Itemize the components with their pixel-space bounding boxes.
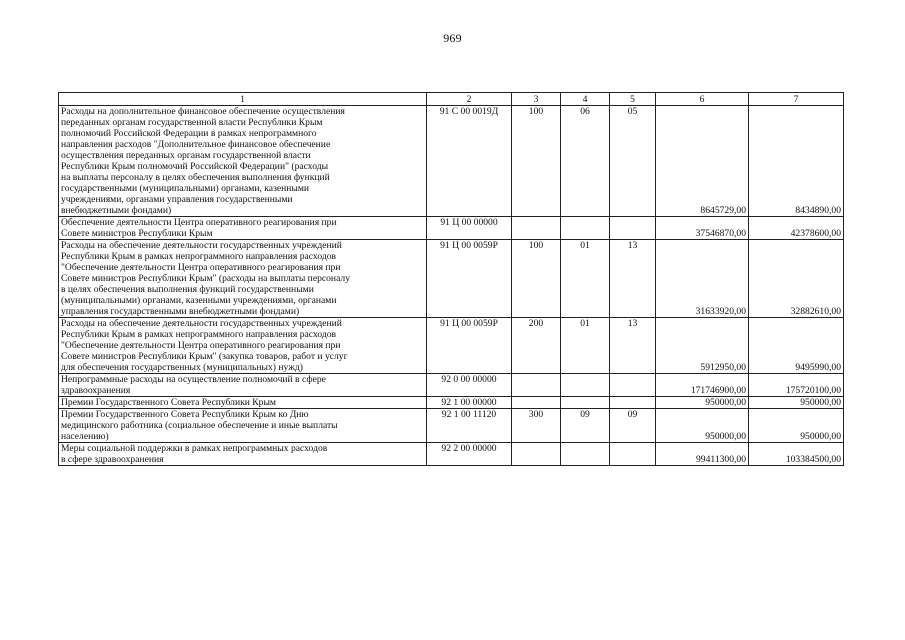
section-code [561,217,610,240]
column-header: 4 [561,93,610,106]
table-row [59,106,844,217]
expense-type-code: 100 [512,106,561,217]
subsection-code: 05 [610,106,656,217]
section-code [561,443,610,466]
table-row [59,409,844,443]
section-code: 01 [561,240,610,318]
expense-name: Расходы на обеспечение деятельности государственных учреждений Республики Крым в рамках непрограммного направления расходов "Обеспечение деятельности Центра оперативного реагирования при Совете министров Республики Крым" (закупка товаров, работ и услуг для обеспечения государственных (муниципальных) нужд) [59,318,427,374]
column-header: 2 [427,93,512,106]
column-header: 5 [610,93,656,106]
column-header: 1 [59,93,427,106]
expense-name: Расходы на дополнительное финансовое обеспечение осуществления переданных органам государственной власти Республики Крым полномочий Российской Федерации в рамках непрограммного направления расходов "Дополнительное финансовое обеспечение осуществления переданных органам государственной власти Республики Крым полномочий Российской Федерации" (расходы на выплаты персоналу в целях обеспечения выполнения функций государственными (муниципальными) органами, казенными учреждениями, органами управления государственными внебюджетными фондами) [59,106,427,217]
subsection-code: 13 [610,240,656,318]
expense-type-code [512,374,561,397]
amount-year-2: 8434890,00 [749,106,844,217]
column-number-row [59,93,844,106]
section-code [561,374,610,397]
amount-year-1: 8645729,00 [656,106,749,217]
expense-type-code: 300 [512,409,561,443]
amount-year-2: 103384500,00 [749,443,844,466]
target-article-code: 92 0 00 00000 [427,374,512,397]
column-header: 7 [749,93,844,106]
expense-name: Расходы на обеспечение деятельности государственных учреждений Республики Крым в рамках непрограммного направления расходов "Обеспечение деятельности Центра оперативного реагирования при Совете министров Республики Крым" (расходы на выплаты персоналу в целях обеспечения выполнения функций государственными (муниципальными) органами, казенными учреждениями, органами управления государственными внебюджетными фондами) [59,240,427,318]
column-header: 3 [512,93,561,106]
target-article-code: 91 Ц 00 00000 [427,217,512,240]
subsection-code: 09 [610,409,656,443]
amount-year-2: 950000,00 [749,397,844,409]
target-article-code: 92 2 00 00000 [427,443,512,466]
amount-year-1: 37546870,00 [656,217,749,240]
amount-year-2: 32882610,00 [749,240,844,318]
subsection-code [610,374,656,397]
expense-name: Премии Государственного Совета Республики Крым [59,397,427,409]
section-code [561,397,610,409]
budget-table [58,92,844,466]
page-number: 969 [443,31,462,45]
amount-year-2: 9495990,00 [749,318,844,374]
expense-type-code: 100 [512,240,561,318]
column-header: 6 [656,93,749,106]
expense-type-code [512,397,561,409]
amount-year-2: 950000,00 [749,409,844,443]
expense-type-code [512,217,561,240]
amount-year-1: 171746900,00 [656,374,749,397]
section-code: 06 [561,106,610,217]
target-article-code: 91 Ц 00 0059Р [427,318,512,374]
expense-name: Непрограммные расходы на осуществление полномочий в сфере здравоохранения [59,374,427,397]
amount-year-1: 950000,00 [656,397,749,409]
section-code: 09 [561,409,610,443]
subsection-code: 13 [610,318,656,374]
amount-year-1: 5912950,00 [656,318,749,374]
subsection-code [610,217,656,240]
section-code: 01 [561,318,610,374]
amount-year-1: 99411300,00 [656,443,749,466]
amount-year-2: 175720100,00 [749,374,844,397]
expense-type-code: 200 [512,318,561,374]
table-row [59,217,844,240]
table-row [59,240,844,318]
table-row [59,397,844,409]
expense-name: Обеспечение деятельности Центра оперативного реагирования при Совете министров Республики Крым [59,217,427,240]
expense-type-code [512,443,561,466]
amount-year-1: 950000,00 [656,409,749,443]
table-row [59,443,844,466]
amount-year-2: 42378600,00 [749,217,844,240]
table-row [59,374,844,397]
subsection-code [610,443,656,466]
table-row [59,318,844,374]
target-article-code: 92 1 00 00000 [427,397,512,409]
subsection-code [610,397,656,409]
expense-name: Премии Государственного Совета Республики Крым ко Дню медицинского работника (социальное обеспечение и иные выплаты населению) [59,409,427,443]
target-article-code: 92 1 00 11120 [427,409,512,443]
expense-name: Меры социальной поддержки в рамках непрограммных расходов в сфере здравоохранения [59,443,427,466]
target-article-code: 91 С 00 0019Д [427,106,512,217]
target-article-code: 91 Ц 00 0059Р [427,240,512,318]
amount-year-1: 31633920,00 [656,240,749,318]
